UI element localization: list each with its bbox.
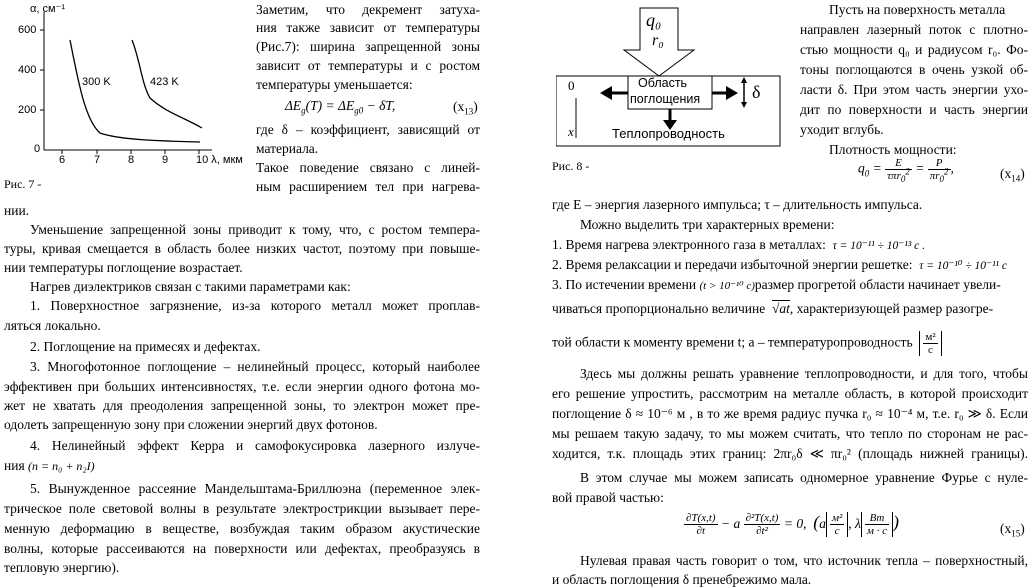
curve-label-300k: 300 K bbox=[82, 76, 111, 88]
y-tick: 600 bbox=[18, 24, 37, 36]
text-line: температуры уменьшается: bbox=[256, 77, 413, 92]
time-3-cont: чиваться пропорционально величине √at, характеризующей размер разогре- bbox=[552, 301, 994, 316]
x-axis-label: 10 λ, мкм bbox=[196, 154, 243, 166]
absorption-area-label-2: поглощения bbox=[630, 92, 701, 106]
equation-14: $q_0$ = $\frac{E}{\tau\pi r_0^2}$ = $\frac{P}{\pi r_0^2}$ , bbox=[858, 157, 954, 185]
text-line: нии температуры поглощение возрастает. bbox=[4, 260, 243, 275]
origin-label: 0 bbox=[568, 78, 575, 93]
x-tick: 8 bbox=[128, 154, 135, 166]
equation-14-number: $(x_{14})$ bbox=[1000, 166, 1025, 184]
curve-label-423k: 423 K bbox=[150, 76, 179, 88]
text-line: ния также зависит от температуры bbox=[256, 20, 480, 35]
equation-15: $\frac{\partial T(x,t)}{\partial t}$ − a $\frac{\text{∂²T(x,t)}}{\text{∂t²}}$ = 0, (a $\frac{\text{м²}}{c}$ , λ $\frac{Вт}{м \cdot с}$ ) bbox=[686, 512, 900, 538]
time-1: 1. Время нагрева электронного газа в металлах: τ = 10⁻¹¹ ÷ 10⁻¹³ с . bbox=[552, 237, 925, 252]
text-line: материала. bbox=[256, 141, 319, 156]
absorption-area-label: Область bbox=[638, 76, 688, 90]
figure-7 bbox=[0, 0, 245, 180]
text-line: Нагрев диэлектриков связан с такими параметрами как: bbox=[30, 279, 351, 294]
x-tick: 9 bbox=[162, 154, 169, 166]
delta-label: δ bbox=[752, 82, 761, 102]
text-line: ным расширением тел при нагрева- bbox=[256, 179, 480, 194]
text-line: Можно выделить три характерных времени: bbox=[580, 217, 835, 232]
equation-13-number: $(x_{13})$ bbox=[453, 99, 478, 117]
equation-13: $\Delta E_g(T) = \Delta E_{g0} - \delta T$, bbox=[285, 98, 396, 116]
y-axis-label: α, см⁻¹ bbox=[30, 3, 66, 15]
y-tick: 400 bbox=[18, 64, 37, 76]
y-tick: 0 bbox=[34, 143, 41, 155]
text-line: Такое поведение связано с линей- bbox=[256, 160, 480, 175]
text-line: где E – энергия лазерного импульса; τ – длительность импульса. bbox=[552, 197, 923, 212]
x-tick: 7 bbox=[94, 154, 101, 166]
figure-7-caption: Рис. 7 - bbox=[4, 177, 42, 191]
text-line: Уменьшение запрещенной зоны приводит к тому, что, с ростом темпера- bbox=[30, 222, 480, 237]
text-line: нии. bbox=[4, 203, 30, 218]
text-line: (Рис.7): ширина запрещенной зоны bbox=[256, 39, 480, 54]
heat-conduction-label: Теплопроводность bbox=[612, 126, 725, 141]
text-line: туры, кривая смещается в область более низких частот, поэтому при повыше- bbox=[4, 241, 480, 256]
q0-label: q₀ bbox=[646, 10, 662, 30]
text-line: зависит от температуры и с ростом bbox=[256, 58, 480, 73]
y-tick: 200 bbox=[18, 104, 37, 116]
curve-300k bbox=[70, 40, 200, 142]
time-2: 2. Время релаксации и передачи избыточной энергии решетке: τ = 10⁻¹⁰ ÷ 10⁻¹¹ с bbox=[552, 257, 1007, 272]
x-tick: 6 bbox=[59, 154, 66, 166]
figure-8-caption: Рис. 8 - bbox=[552, 159, 590, 173]
list-item-2: 2. Поглощение на примесях и дефектах. bbox=[30, 339, 261, 354]
equation-15-number: $(x_{15})$ bbox=[1000, 521, 1025, 539]
time-3: 3. По истечении времени (t > 10⁻¹⁰ с)размер прогретой области начинает увели- bbox=[552, 277, 1001, 292]
power-density-label: Плотность мощности: bbox=[829, 142, 957, 157]
figure-8 bbox=[556, 6, 784, 152]
x-axis-label: x bbox=[568, 124, 574, 139]
time-3-cont-2: той области к моменту времени t; a – температуропроводность $\frac{\text{м²}}{c}$ bbox=[552, 331, 942, 356]
text-line: Заметим, что декремент затуха- bbox=[256, 2, 480, 17]
r0-label: r₀ bbox=[652, 32, 664, 49]
text-line: где δ – коэффициент, зависящий от bbox=[256, 122, 480, 137]
